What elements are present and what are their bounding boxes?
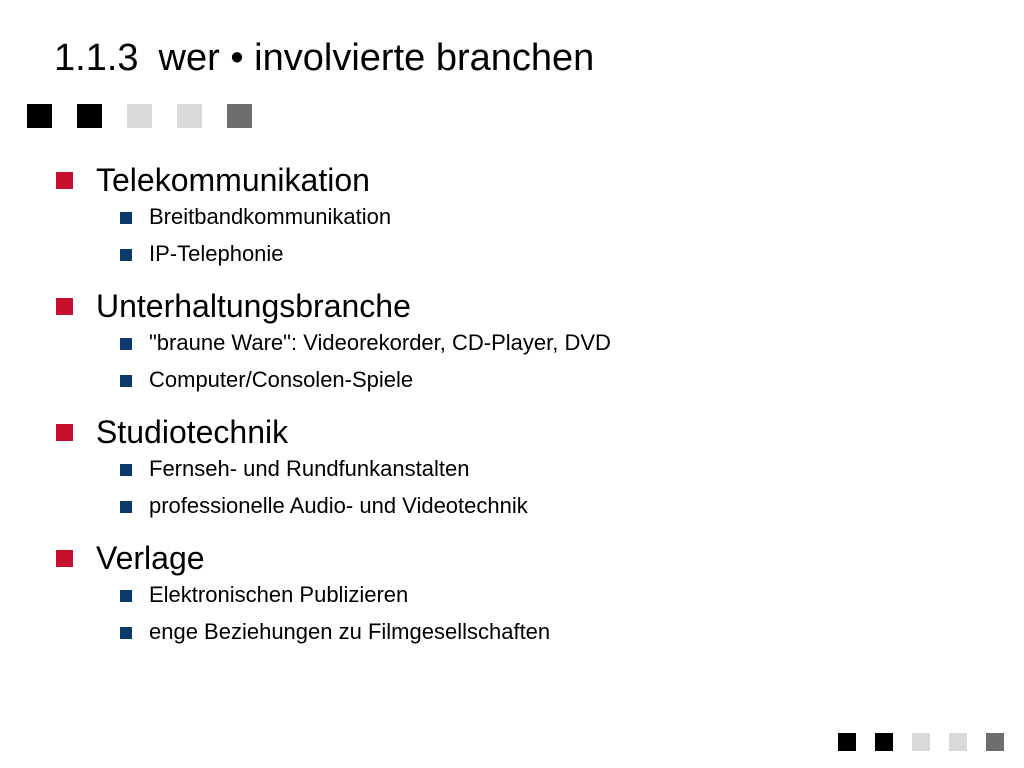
main-bullet-icon [56, 424, 73, 441]
topic-label: Unterhaltungsbranche [96, 288, 411, 324]
main-bullet-icon [56, 550, 73, 567]
sub-bullet-icon [120, 627, 132, 639]
topic-label: Verlage [96, 540, 205, 576]
subtopic-label: "braune Ware": Videorekorder, CD-Player, DVD [149, 330, 611, 355]
main-bullet-icon [56, 172, 73, 189]
subtopic-label: Fernseh- und Rundfunkanstalten [149, 456, 470, 481]
sub-bullet-icon [120, 338, 132, 350]
decorative-square [949, 733, 967, 751]
sub-bullet-icon [120, 249, 132, 261]
decorative-square [838, 733, 856, 751]
sub-bullet-icon [120, 212, 132, 224]
subtopic-label: Breitbandkommunikation [149, 204, 392, 229]
sub-bullet-icon [120, 501, 132, 513]
subtopic-label: professionelle Audio- und Videotechnik [149, 493, 528, 518]
decorative-squares-bottom [838, 733, 1004, 751]
decorative-square [912, 733, 930, 751]
subtopic-label: enge Beziehungen zu Filmgesellschaften [149, 619, 551, 644]
sub-bullet-icon [120, 464, 132, 476]
subtopic-label: Computer/Consolen-Spiele [149, 367, 414, 392]
slide-number: 1.1.3 [54, 37, 139, 79]
subtopic-label: Elektronischen Publizieren [149, 582, 409, 607]
sub-bullet-icon [120, 375, 132, 387]
decorative-square [875, 733, 893, 751]
main-bullet-icon [56, 298, 73, 315]
slide-title-text: wer • involvierte branchen [158, 37, 595, 79]
subtopic-label: IP-Telephonie [149, 241, 284, 266]
topic-label: Studiotechnik [96, 414, 289, 450]
decorative-square [986, 733, 1004, 751]
topic-label: Telekommunikation [96, 162, 370, 198]
sub-bullet-icon [120, 590, 132, 602]
